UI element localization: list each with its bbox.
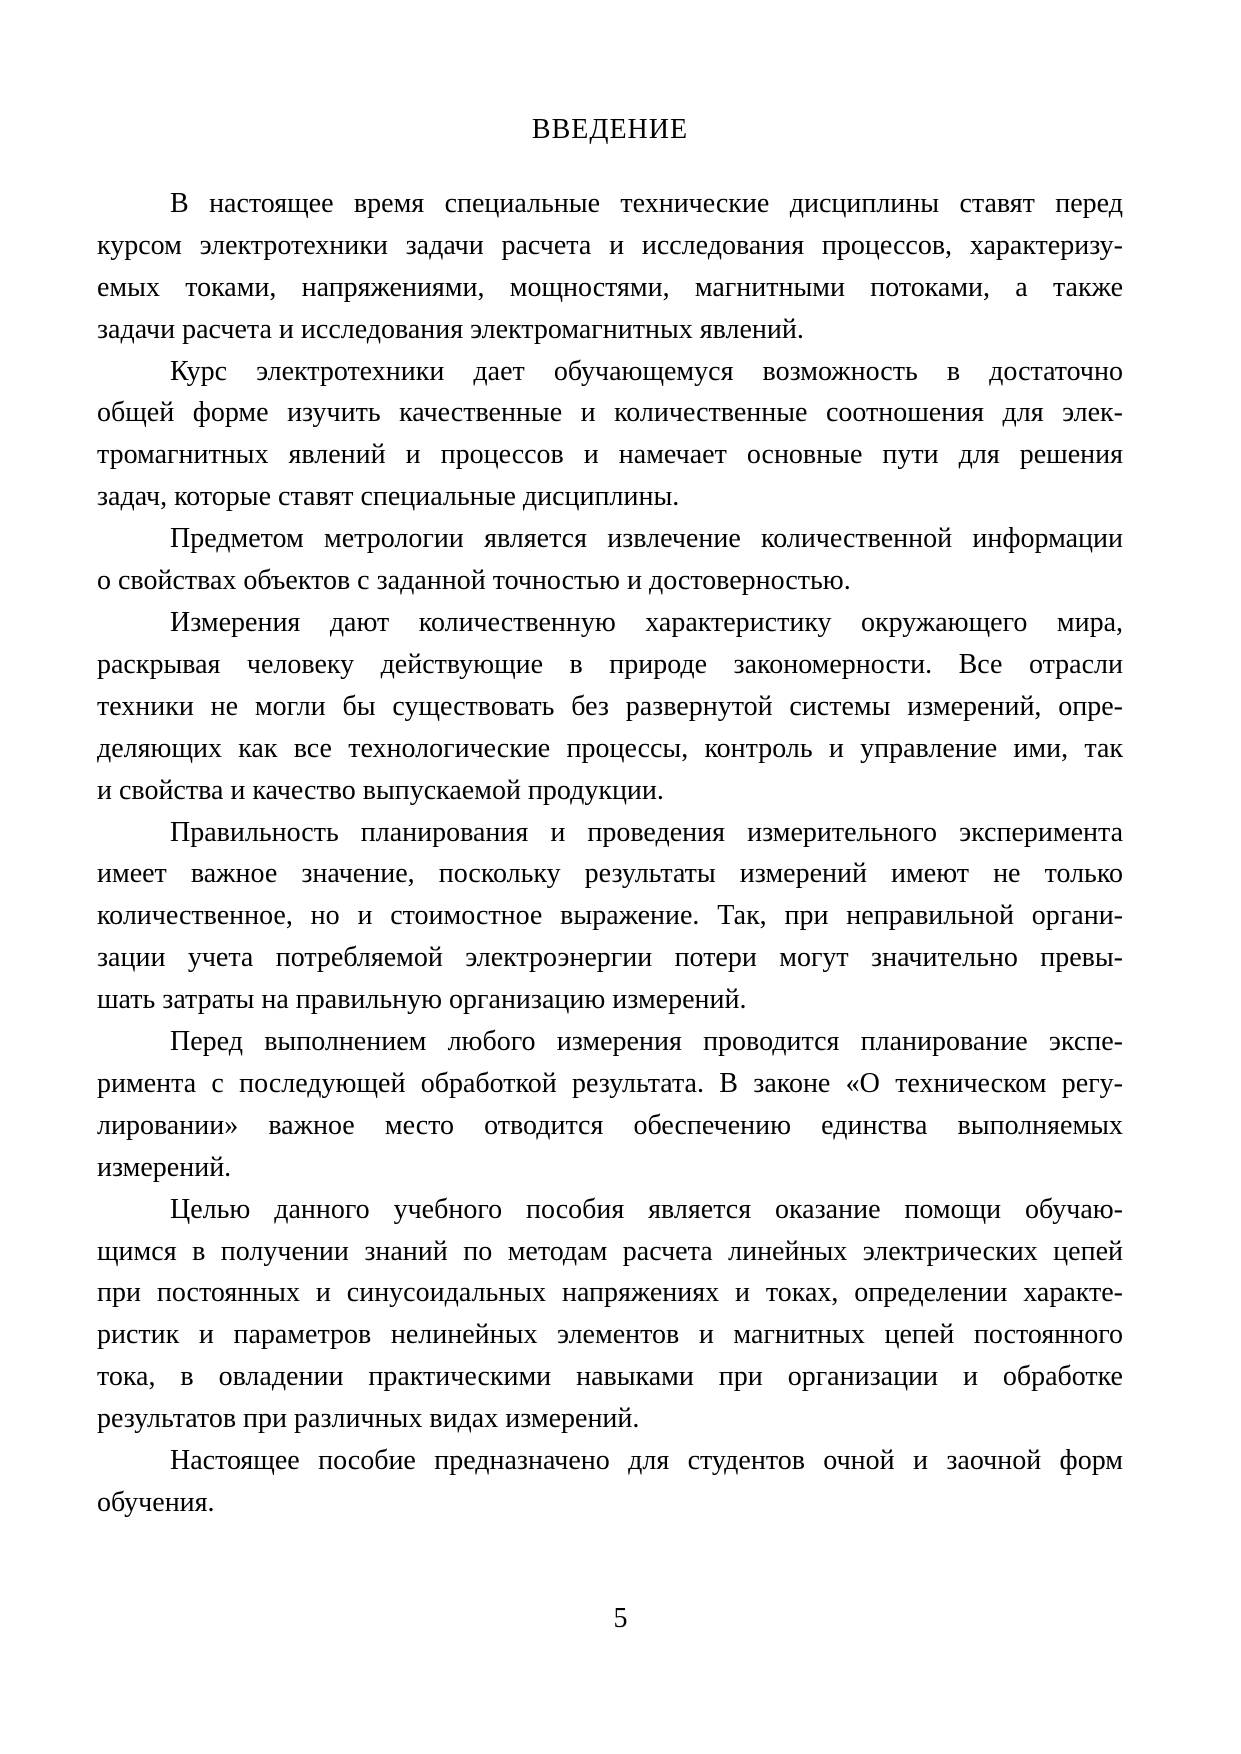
paragraph [97,1440,1123,1524]
text-line: техники не могли бы существовать без развернутой системы измерений, опре- [97,690,1123,722]
text-line: результатов при различных видах измерений. [97,1403,640,1435]
text-line: обучения. [97,1487,215,1518]
paragraph [97,812,1123,1022]
text-line: Перед выполнением любого измерения проводится планирование экспе- [170,1026,1123,1058]
text-line: общей форме изучить качественные и количественные соотношения для элек- [97,397,1123,429]
text-line: измерений. [97,1151,232,1183]
text-line: ристик и параметров нелинейных элементов и магнитных цепей постоянного [97,1319,1123,1351]
text-line: Измерения дают количественную характеристику окружающего мира, [170,606,1123,638]
paragraph [97,1189,1123,1440]
text-line: задач, которые ставят специальные дисциплины. [97,481,680,513]
text-line: деляющих как все технологические процессы, контроль и управление ими, так [97,732,1123,764]
text-line: задачи расчета и исследования электромагнитных явлений. [97,313,804,345]
text-line: Настоящее пособие предназначено для студентов очной и заочной форм [170,1445,1123,1477]
text-line: Правильность планирования и проведения измерительного эксперимента [170,816,1123,848]
text-line: имеет важное значение, поскольку результаты измерений имеют не только [97,858,1123,890]
text-line: В настоящее время специальные технические дисциплины ставят перед [170,187,1123,219]
text-line: количественное, но и стоимостное выражение. Так, при неправильной органи- [97,900,1123,932]
text-line: Предметом метрологии является извлечение количественной информации [170,523,1123,555]
text-body [97,183,1123,1524]
text-line: курсом электротехники задачи расчета и исследования процессов, характеризу- [97,229,1123,261]
page-number: 5 [613,1603,628,1634]
paragraph [97,1021,1123,1189]
text-line: о свойствах объектов с заданной точностью и достоверностью. [97,565,851,597]
text-line: римента с последующей обработкой результата. В законе «О техническом регу- [97,1067,1123,1099]
text-content [97,109,1123,1524]
text-line: тромагнитных явлений и процессов и намечает основные пути для решения [97,439,1123,471]
text-line: щимся в получении знаний по методам расчета линейных электрических цепей [97,1235,1123,1267]
text-line: Целью данного учебного пособия является оказание помощи обучаю- [170,1193,1123,1225]
text-line: Курс электротехники дает обучающемуся возможность в достаточно [170,355,1123,387]
text-line: шать затраты на правильную организацию измерений. [97,984,747,1016]
text-line: зации учета потребляемой электроэнергии потери могут значительно превы- [97,942,1123,974]
text-line: лировании» важное место отводится обеспечению единства выполняемых [97,1109,1123,1141]
text-line: при постоянных и синусоидальных напряжениях и токах, определении характе- [97,1277,1123,1309]
paragraph [97,183,1123,351]
text-line: и свойства и качество выпускаемой продукции. [97,774,664,806]
paragraph [97,602,1123,812]
paragraph [97,518,1123,602]
text-line: раскрывая человеку действующие в природе закономерности. Все отрасли [97,648,1123,680]
text-line: тока, в овладении практическими навыками при организации и обработке [97,1361,1123,1393]
page-title: ВВЕДЕНИЕ [531,114,689,145]
text-line: емых токами, напряжениями, мощностями, магнитными потоками, а также [97,271,1123,303]
paragraph [97,351,1123,519]
